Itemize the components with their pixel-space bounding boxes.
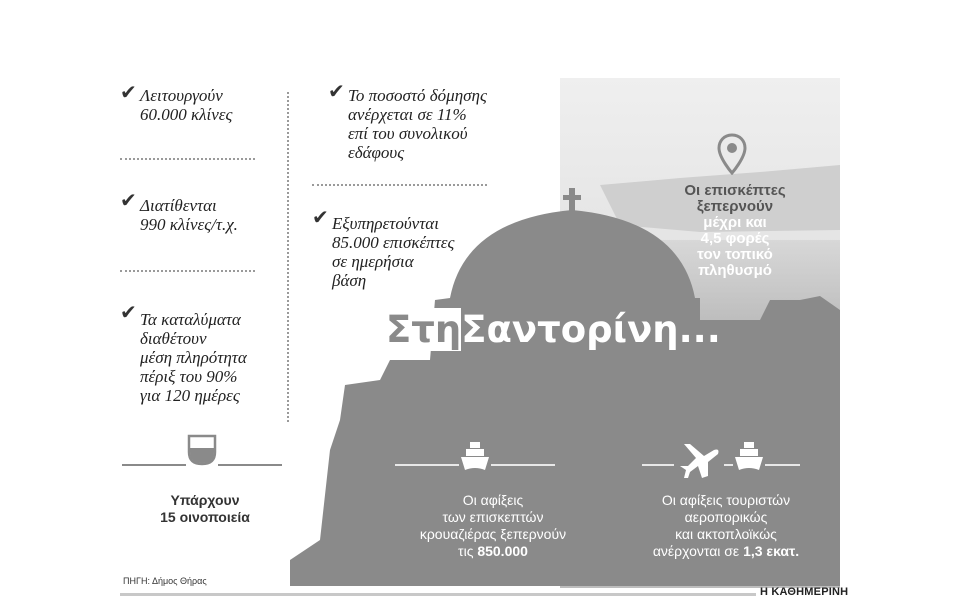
text-line: πληθυσμό [698, 262, 772, 279]
text-prefix: τις [458, 543, 478, 559]
text-line: ξεπερνούν [696, 198, 774, 215]
source-note: ΠΗΓΗ: Δήμος Θήρας [123, 576, 207, 586]
fact-line: σε ημερήσια [332, 252, 414, 271]
fact-line: επί του συνολικού [348, 124, 468, 143]
dotted-divider-vertical [287, 92, 289, 422]
fact-density [120, 190, 290, 234]
text-prefix: ανέρχονται σε [652, 543, 744, 559]
text-line: Οι επισκέπτες [684, 182, 786, 199]
fact-line: Το ποσοστό δόμησης [348, 86, 487, 105]
dotted-divider [120, 270, 255, 272]
fact-building-ratio [328, 81, 548, 162]
ship-icon [459, 440, 491, 476]
fact-line: Λειτουργούν [140, 86, 223, 105]
checkmark-icon: ✔ [120, 302, 137, 324]
fact-line: εδάφους [348, 143, 405, 162]
text-line: Υπάρχουν [170, 492, 240, 508]
visitors-ratio-text [655, 183, 815, 279]
title-part-2: Σαντορίνη... [461, 308, 721, 351]
fact-line: 990 κλίνες/τ.χ. [140, 215, 238, 234]
text-line: αεροπορικώς [684, 509, 768, 525]
airplane-icon [674, 436, 724, 480]
fact-occupancy [120, 302, 290, 405]
checkmark-icon: ✔ [120, 190, 137, 212]
fact-line: 85.000 επισκέπτες [332, 233, 455, 252]
fact-line: Διατίθενται [140, 196, 217, 215]
text-line: κρουαζιέρας ξεπερνούν [419, 526, 567, 542]
fact-line: ανέρχεται σε 11% [348, 105, 467, 124]
cruise-text [403, 492, 583, 560]
wineries-text [130, 492, 280, 526]
text-line: και ακτοπλοϊκώς [675, 526, 777, 542]
text-line: μέχρι και [703, 214, 767, 231]
publisher-logo: Η ΚΑΘΗΜΕΡΙΝΗ [760, 586, 849, 598]
wine-glass-icon [186, 434, 218, 474]
fact-beds [120, 82, 290, 124]
fact-line: διαθέτουν [140, 329, 207, 348]
text-line: 4,5 φορές [700, 230, 770, 247]
page-title [386, 308, 721, 352]
text-line: 15 οινοποιεία [160, 509, 250, 525]
text-line: Οι αφίξεις τουριστών [661, 492, 791, 508]
dotted-divider [312, 184, 487, 186]
text-line: των επισκεπτών [442, 509, 544, 525]
cross-icon [563, 188, 581, 212]
checkmark-icon: ✔ [328, 81, 345, 103]
fact-line: μέση πληρότητα [140, 348, 247, 367]
value-highlight: 850.000 [477, 543, 528, 559]
text-line: τον τοπικό [697, 246, 773, 263]
title-part-1: Στη [386, 308, 462, 351]
map-pin-icon [717, 133, 747, 175]
ship-icon [733, 440, 765, 476]
fact-line: βάση [332, 271, 367, 290]
arrivals-text [626, 492, 826, 560]
text-line-value [626, 543, 826, 560]
dotted-divider [120, 158, 255, 160]
text-line-value [403, 543, 583, 560]
checkmark-icon: ✔ [120, 82, 137, 104]
fact-line: Τα καταλύματα [140, 310, 241, 329]
fact-daily-visitors [312, 207, 512, 290]
fact-line: 60.000 κλίνες [140, 105, 233, 124]
footer-rule [120, 593, 756, 596]
fact-line: Εξυπηρετούνται [332, 214, 439, 233]
checkmark-icon: ✔ [312, 207, 329, 229]
fact-line: πέριξ του 90% [140, 367, 238, 386]
value-highlight: 1,3 εκατ. [743, 543, 800, 559]
text-line: Οι αφίξεις [462, 492, 524, 508]
fact-line: για 120 ημέρες [140, 386, 240, 405]
